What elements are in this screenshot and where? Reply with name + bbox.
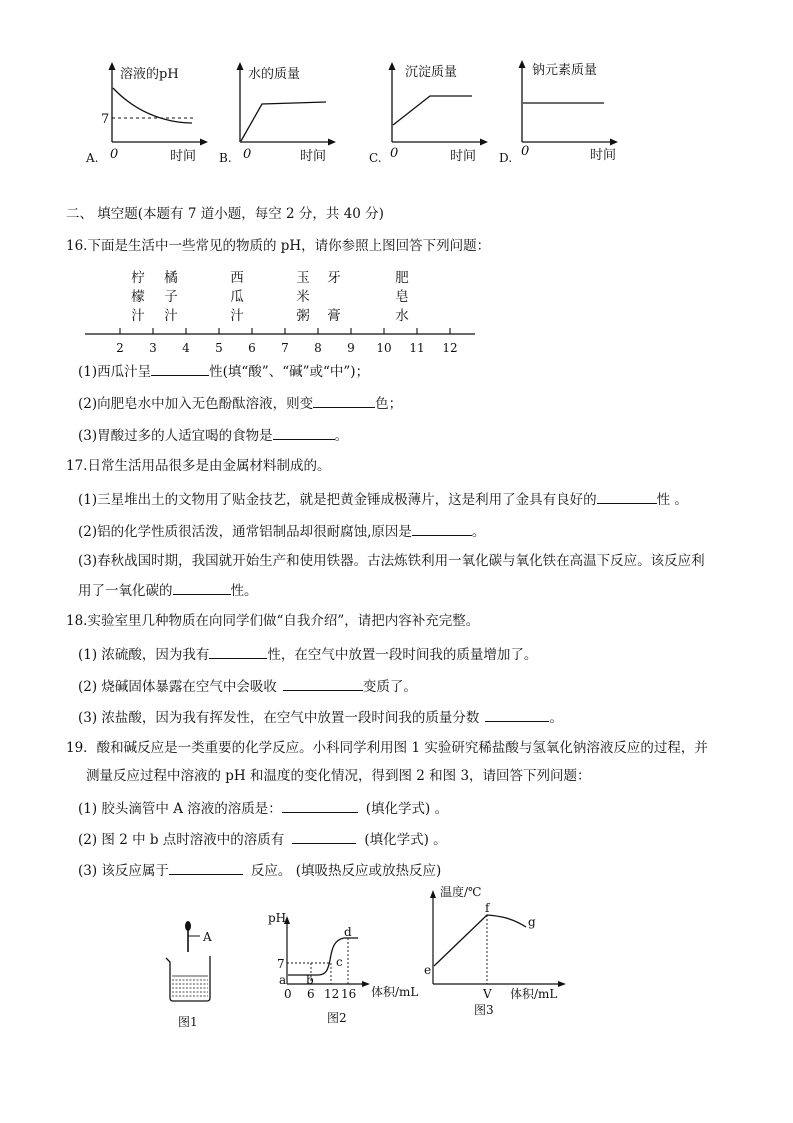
q19-part2-text-a: (2) 图 2 中 b 点时溶液中的溶质有 bbox=[78, 832, 285, 848]
graph-d bbox=[499, 60, 618, 165]
ph-tick-label: 11 bbox=[409, 341, 425, 355]
graph-b-letter: B. bbox=[219, 151, 232, 165]
q18-stem: 18.实验室里几种物质在向同学们做“自我介绍”，请把内容补充完整。 bbox=[66, 613, 480, 629]
figure-2 bbox=[268, 911, 418, 1025]
graph-a-xlabel: 时间 bbox=[170, 149, 197, 164]
q17-part3: (3)春秋战国时期，我国就开始生产和使用铁器。古法炼铁利用一氧化碳与氧化铁在高温下反应。该反应利 bbox=[78, 553, 705, 569]
ph-tick-label: 6 bbox=[248, 341, 256, 355]
fig2-xtick-16: 16 bbox=[341, 987, 357, 1001]
fig2-point-a: a bbox=[279, 973, 287, 987]
graph-a-letter: A. bbox=[86, 151, 99, 165]
ph-substance-label: 檬 bbox=[131, 289, 145, 305]
q18-part3 bbox=[78, 707, 563, 727]
dropper-icon bbox=[185, 921, 200, 952]
fig3-point-f: f bbox=[485, 901, 490, 915]
q17-part2-text-a: (2)铝的化学性质很活泼，通常铝制品却很耐腐蚀,原因是 bbox=[78, 524, 412, 540]
ph-scale bbox=[80, 262, 490, 362]
fig2-ylabel: pH bbox=[268, 911, 287, 925]
q16-blank-2[interactable] bbox=[313, 393, 375, 408]
q17-part3-cont bbox=[78, 580, 258, 600]
ph-substance-label: 汁 bbox=[230, 308, 244, 324]
q17-part2 bbox=[78, 521, 485, 541]
q17-blank-3[interactable] bbox=[173, 580, 231, 595]
q19-blank-1[interactable] bbox=[282, 798, 358, 813]
q19-part3-text-a: (3) 该反应属于 bbox=[78, 863, 169, 879]
graph-a bbox=[85, 62, 208, 165]
q18-part1 bbox=[78, 644, 537, 664]
ph-substance-label: 子 bbox=[164, 289, 178, 305]
ph-substance-label: 皂 bbox=[395, 289, 409, 305]
q19-part2 bbox=[78, 829, 447, 849]
q16-part1-text-b: 性(填“酸”、“碱”或“中”)； bbox=[209, 364, 370, 380]
ph-tick-label: 3 bbox=[149, 341, 157, 355]
graph-a-tick: 7 bbox=[101, 112, 110, 127]
ph-substance-label: 粥 bbox=[296, 308, 310, 324]
q17-part1 bbox=[78, 489, 688, 509]
fig2-xtick-6: 6 bbox=[307, 987, 315, 1001]
figure-3 bbox=[424, 884, 566, 1017]
ph-tick-label: 7 bbox=[281, 341, 289, 355]
ph-tick-label: 4 bbox=[182, 341, 190, 355]
q16-part2 bbox=[78, 393, 402, 413]
ph-substance-label: 汁 bbox=[164, 308, 178, 324]
graph-b-xlabel: 时间 bbox=[300, 149, 327, 164]
q16-part3-text-a: (3)胃酸过多的人适宜喝的食物是 bbox=[78, 428, 273, 444]
ph-substance-label: 柠 bbox=[131, 270, 145, 286]
q18-part3-text-a: (3) 浓盐酸，因为我有挥发性，在空气中放置一段时间我的质量分数 bbox=[78, 710, 480, 726]
q16-stem: 16.下面是生活中一些常见的物质的 pH，请你参照上图回答下列问题： bbox=[66, 238, 491, 254]
q19-blank-2[interactable] bbox=[292, 829, 356, 844]
fig1-caption: 图1 bbox=[178, 1015, 198, 1029]
fig1-label-a: A bbox=[203, 930, 212, 944]
fig3-xlabel: 体积/mL bbox=[510, 987, 558, 1001]
graph-d-ylabel: 钠元素质量 bbox=[532, 63, 598, 78]
q17-part2-text-b: 。 bbox=[471, 524, 486, 540]
figures bbox=[0, 880, 793, 1030]
q18-part2-text-b: 变质了。 bbox=[362, 679, 417, 695]
section-heading: 二、 填空题(本题有 7 道小题，每空 2 分，共 40 分) bbox=[66, 206, 384, 222]
q16-part3-text-b: 。 bbox=[334, 428, 349, 444]
q19-blank-3[interactable] bbox=[169, 860, 243, 875]
graph-c bbox=[369, 62, 488, 165]
q19-part1-text-b: (填化学式) 。 bbox=[365, 801, 449, 817]
q16-part2-text-a: (2)向肥皂水中加入无色酚酞溶液，则变 bbox=[78, 396, 314, 412]
graph-d-origin: 0 bbox=[521, 144, 530, 159]
q16-part1 bbox=[78, 361, 369, 381]
q18-blank-1[interactable] bbox=[209, 644, 267, 659]
q17-stem: 17.日常生活用品很多是由金属材料制成的。 bbox=[66, 458, 331, 474]
q17-part3-cont-text-a: 用了一氧化碳的 bbox=[78, 583, 173, 599]
q17-part1-text-a: (1)三星堆出土的文物用了贴金技艺，就是把黄金锤成极薄片，这是利用了金具有良好的 bbox=[78, 492, 597, 508]
ph-tick-label: 9 bbox=[347, 341, 355, 355]
ph-substance-label: 膏 bbox=[327, 308, 341, 324]
top-graphs bbox=[0, 0, 793, 175]
q19-part3-text-b: 反应。 (填吸热反应或放热反应) bbox=[250, 863, 442, 879]
q17-blank-2[interactable] bbox=[412, 521, 472, 536]
ph-substance-label: 橘 bbox=[164, 270, 178, 286]
graph-b-origin: 0 bbox=[243, 147, 252, 162]
q19-part1 bbox=[78, 798, 448, 818]
q19-part3 bbox=[78, 860, 441, 880]
q19-stem-cont: 测量反应过程中溶液的 pH 和温度的变化情况，得到图 2 和图 3，请回答下列问题： bbox=[86, 768, 591, 784]
fig3-caption: 图3 bbox=[474, 1003, 494, 1017]
ph-substance-label: 水 bbox=[395, 308, 409, 324]
graph-b bbox=[219, 62, 336, 165]
fig3-point-g: g bbox=[528, 915, 536, 929]
ph-tick-label: 2 bbox=[116, 341, 124, 355]
q16-part3 bbox=[78, 425, 348, 445]
beaker-icon bbox=[166, 956, 210, 1001]
q17-blank-1[interactable] bbox=[597, 489, 657, 504]
fig2-point-d: d bbox=[344, 925, 352, 939]
ph-substance-label: 牙 bbox=[327, 270, 341, 286]
ph-tick-label: 12 bbox=[442, 341, 458, 355]
graph-c-origin: 0 bbox=[390, 146, 399, 161]
q18-part2 bbox=[78, 676, 417, 696]
ph-substance-label: 西 bbox=[230, 270, 244, 286]
fig2-ytick: 7 bbox=[277, 957, 285, 971]
ph-tick-label: 8 bbox=[314, 341, 322, 355]
graph-d-letter: D. bbox=[499, 151, 513, 165]
fig2-xtick-12: 12 bbox=[324, 987, 340, 1001]
ph-tick-label: 10 bbox=[376, 341, 392, 355]
q17-part1-text-b: 性 。 bbox=[656, 492, 688, 508]
q16-part2-text-b: 色； bbox=[375, 396, 403, 412]
q18-blank-2[interactable] bbox=[283, 676, 363, 691]
q16-blank-1[interactable] bbox=[151, 361, 209, 376]
q19-part1-text-a: (1) 胶头滴管中 A 溶液的溶质是： bbox=[78, 801, 282, 817]
fig2-xtick-0: 0 bbox=[284, 987, 292, 1001]
ph-substance-label: 肥 bbox=[395, 270, 409, 286]
ph-substance-label: 玉 bbox=[296, 270, 310, 286]
q16-part1-text-a: (1)西瓜汁呈 bbox=[78, 364, 152, 380]
q16-blank-3[interactable] bbox=[273, 425, 335, 440]
fig2-xlabel: 体积/mL bbox=[371, 985, 419, 999]
fig3-ylabel: 温度/℃ bbox=[440, 885, 482, 899]
graph-c-ylabel: 沉淀质量 bbox=[405, 65, 458, 80]
fig2-point-c: c bbox=[336, 955, 343, 969]
fig2-caption: 图2 bbox=[327, 1011, 347, 1025]
ph-substance-label: 米 bbox=[296, 289, 310, 305]
graph-a-ylabel: 溶液的pH bbox=[120, 67, 179, 82]
graph-c-xlabel: 时间 bbox=[450, 149, 477, 164]
fig3-xtick-v: V bbox=[483, 987, 492, 1001]
q19-stem: 19．酸和碱反应是一类重要的化学反应。小科同学利用图 1 实验研究稀盐酸与氢氧化钠溶液反应的过程，并 bbox=[66, 740, 708, 756]
graph-c-letter: C. bbox=[369, 151, 382, 165]
graph-a-origin: 0 bbox=[110, 147, 119, 162]
q18-blank-3[interactable] bbox=[485, 707, 549, 722]
figure-1 bbox=[166, 921, 212, 1029]
q18-part2-text-a: (2) 烧碱固体暴露在空气中会吸收 bbox=[78, 679, 277, 695]
ph-substance-label: 汁 bbox=[131, 308, 145, 324]
ph-substance-label: 瓜 bbox=[230, 289, 244, 305]
graph-b-ylabel: 水的质量 bbox=[248, 67, 301, 82]
graph-d-xlabel: 时间 bbox=[590, 148, 617, 163]
fig2-point-b: b bbox=[306, 973, 314, 987]
q18-part1-text-a: (1) 浓硫酸，因为我有 bbox=[78, 647, 210, 663]
q19-part2-text-b: (填化学式) 。 bbox=[364, 832, 447, 848]
q18-part3-text-b: 。 bbox=[549, 710, 563, 726]
ph-tick-label: 5 bbox=[215, 341, 223, 355]
q17-part3-cont-text-b: 性。 bbox=[230, 583, 258, 599]
fig3-point-e: e bbox=[424, 963, 432, 977]
q18-part1-text-b: 性，在空气中放置一段时间我的质量增加了。 bbox=[267, 647, 538, 663]
